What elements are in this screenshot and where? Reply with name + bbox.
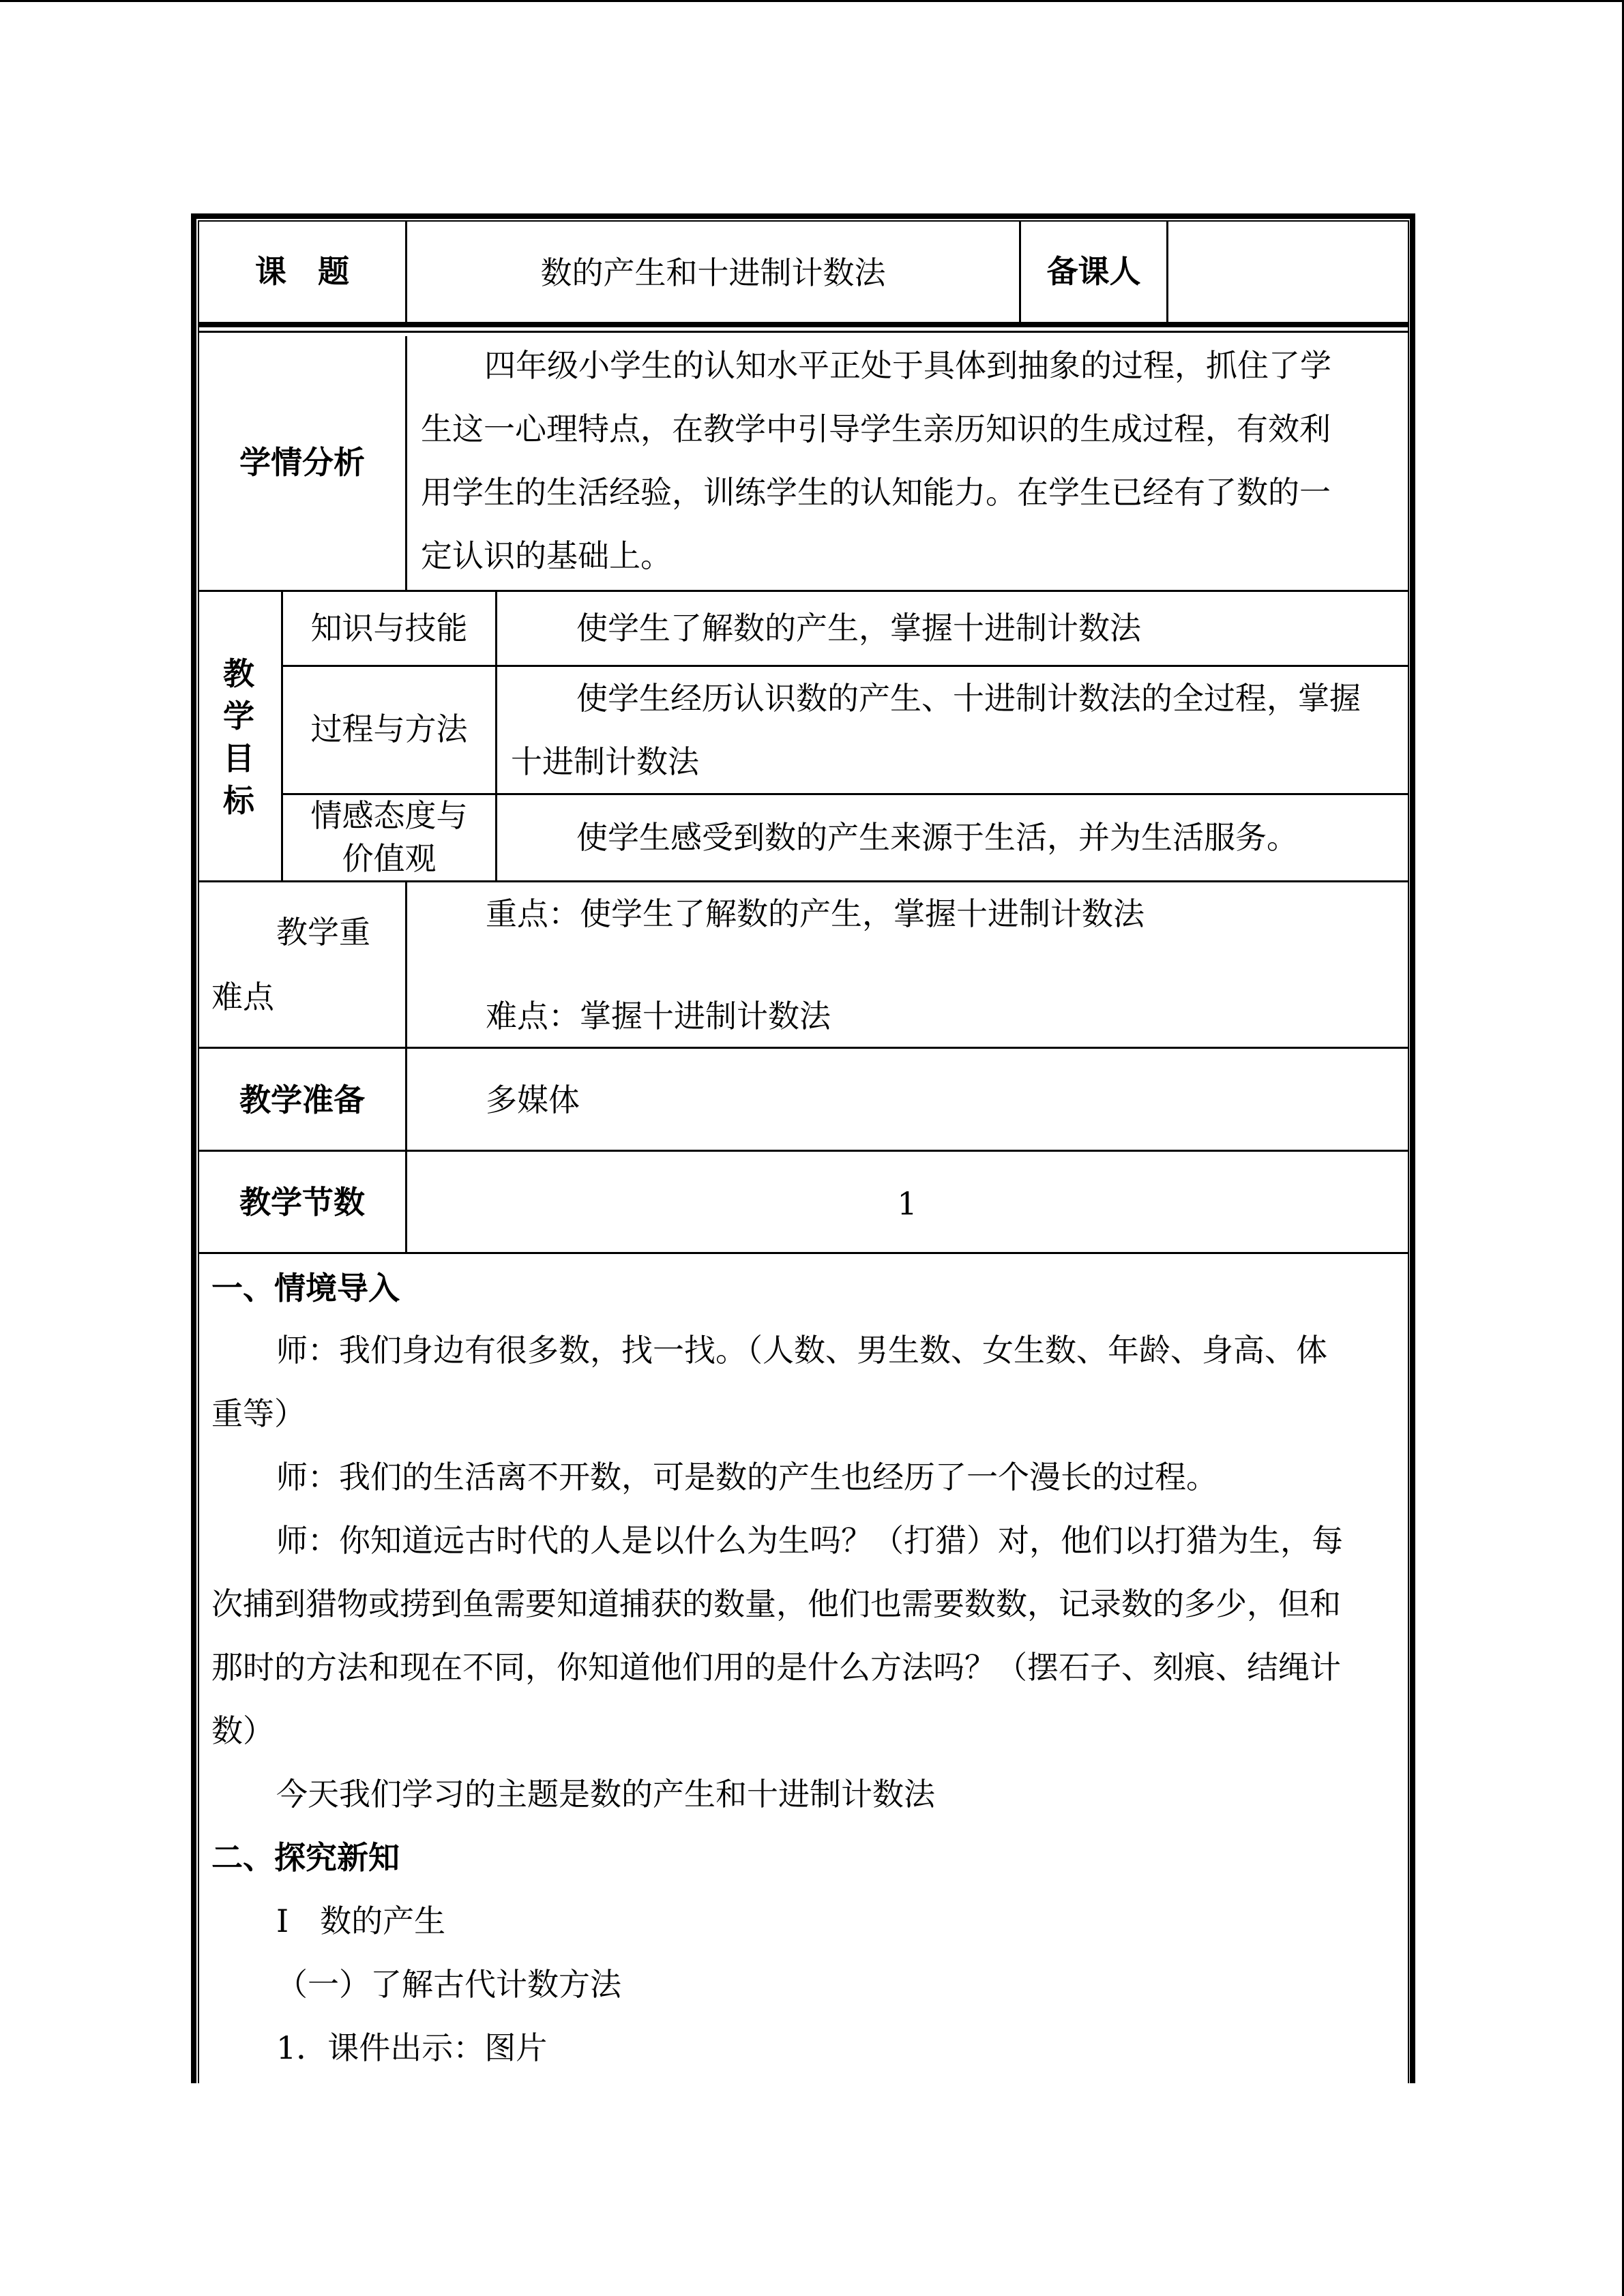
key-points-label: 难点 — [211, 979, 274, 1015]
row-divider — [198, 1047, 1409, 1049]
body-line: 师：你知道远古时代的人是以什么为生吗？（打猎）对，他们以打猎为生，每 — [276, 1522, 1343, 1559]
goal-content: 使学生经历认识数的产生、十进制计数法的全过程，掌握 — [576, 680, 1361, 717]
periods-value: 1 — [897, 1185, 917, 1222]
topic-value: 数的产生和十进制计数法 — [540, 254, 886, 291]
goal-name: 过程与方法 — [310, 711, 468, 747]
body-line: 那时的方法和现在不同，你知道他们用的是什么方法吗？（摆石子、刻痕、结绳计 — [211, 1649, 1341, 1686]
row-divider — [198, 1252, 1409, 1254]
key-points-label: 教学重 — [276, 914, 370, 951]
goals-label-char: 学 — [223, 698, 254, 734]
analysis-line: 生这一心理特点，在教学中引导学生亲历知识的生成过程，有效利 — [421, 411, 1331, 447]
subsection-title: Ⅰ 数的产生 — [276, 1903, 446, 1939]
preparation-value: 多媒体 — [486, 1082, 580, 1118]
body-line: 次捕到猎物或捞到鱼需要知道捕获的数量，他们也需要数数，记录数的多少，但和 — [211, 1585, 1341, 1622]
key-difficulty: 难点：掌握十进制计数法 — [486, 998, 831, 1034]
preparation-label: 教学准备 — [239, 1082, 365, 1118]
body-line: 今天我们学习的主题是数的产生和十进制计数法 — [276, 1776, 935, 1813]
goal-name: 情感态度与 — [310, 797, 468, 834]
header-divider — [198, 322, 1409, 327]
body-line: 师：我们的生活离不开数，可是数的产生也经历了一个漫长的过程。 — [276, 1459, 1217, 1495]
goals-label-char: 目 — [223, 740, 254, 777]
goal-content: 使学生了解数的产生，掌握十进制计数法 — [576, 610, 1141, 646]
goal-name: 价值观 — [342, 840, 437, 877]
col-divider — [405, 336, 407, 590]
header-divider-inner — [198, 331, 1409, 333]
key-focus: 重点：使学生了解数的产生，掌握十进制计数法 — [486, 895, 1145, 932]
preparer-label: 备课人 — [1046, 253, 1141, 290]
col-divider — [495, 590, 497, 880]
goals-label-char: 教 — [223, 655, 254, 692]
analysis-label: 学情分析 — [239, 444, 365, 481]
analysis-line: 定认识的基础上。 — [421, 537, 672, 574]
col-divider — [1166, 220, 1168, 322]
page-top-border — [0, 0, 1624, 2]
body-line: 重等） — [211, 1395, 306, 1432]
section-title: 二、探究新知 — [211, 1839, 400, 1876]
analysis-line: 用学生的生活经验，训练学生的认知能力。在学生已经有了数的一 — [421, 474, 1331, 511]
topic-label: 课 题 — [255, 253, 349, 290]
row-divider — [198, 590, 1409, 592]
subsection-title: （一）了解古代计数方法 — [276, 1966, 621, 2003]
body-line: 数） — [211, 1712, 274, 1749]
row-divider — [281, 665, 1409, 667]
goal-content: 使学生感受到数的产生来源于生活，并为生活服务。 — [576, 819, 1298, 856]
body-line: 师：我们身边有很多数，找一找。（人数、男生数、女生数、年龄、身高、体 — [276, 1332, 1327, 1369]
section-title: 一、情境导入 — [211, 1270, 400, 1307]
analysis-line: 四年级小学生的认知水平正处于具体到抽象的过程，抓住了学 — [484, 347, 1331, 384]
goal-name: 知识与技能 — [310, 610, 468, 646]
goals-label-char: 标 — [223, 782, 254, 819]
goals-label — [218, 653, 259, 822]
subsection-title: 1．课件出示：图片 — [276, 2029, 548, 2066]
periods-label: 教学节数 — [239, 1184, 365, 1221]
row-divider — [281, 793, 1409, 795]
row-divider — [198, 880, 1409, 882]
row-divider — [198, 1150, 1409, 1152]
goal-content: 十进制计数法 — [511, 743, 699, 780]
